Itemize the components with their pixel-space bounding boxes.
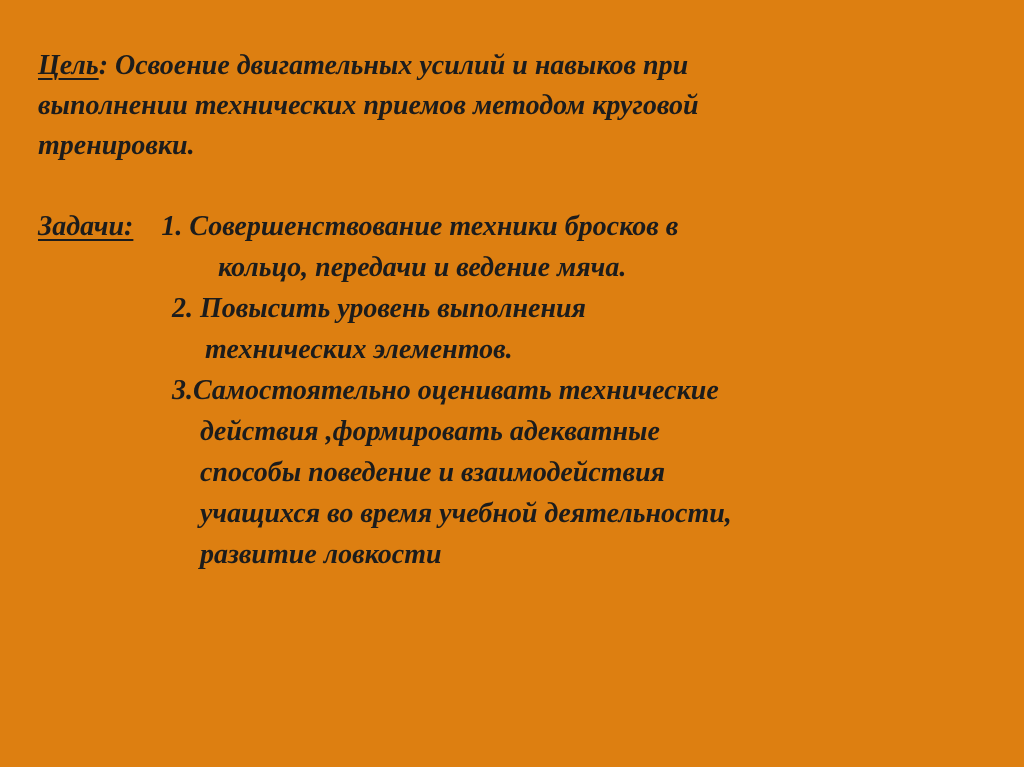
task-3-line-2: действия ,формировать адекватные bbox=[200, 416, 660, 447]
tasks-label: Задачи: bbox=[38, 211, 134, 242]
goal-line-1 bbox=[38, 46, 688, 86]
tasks-line-1 bbox=[38, 207, 678, 247]
goal-line-3: тренировки. bbox=[38, 130, 195, 161]
goal-text-1: : Освоение двигательных усилий и навыков при bbox=[98, 50, 689, 81]
task-2-line-1: 2. Повысить уровень выполнения bbox=[172, 293, 586, 324]
task-2-line-2: технических элементов. bbox=[205, 334, 513, 365]
task-1-text-1: 1. Совершенствование техники бросков в bbox=[161, 211, 679, 242]
task-3-line-4: учащихся во время учебной деятельности, bbox=[200, 498, 732, 529]
task-3-line-3: способы поведение и взаимодействия bbox=[200, 457, 666, 488]
task-3-line-5: развитие ловкости bbox=[200, 539, 442, 570]
goal-line-2: выполнении технических приемов методом круговой bbox=[38, 90, 699, 121]
task-1-line-2: кольцо, передачи и ведение мяча. bbox=[218, 252, 627, 283]
goal-label: Цель bbox=[38, 50, 99, 81]
task-3-line-1: 3.Самостоятельно оценивать технические bbox=[172, 375, 719, 406]
